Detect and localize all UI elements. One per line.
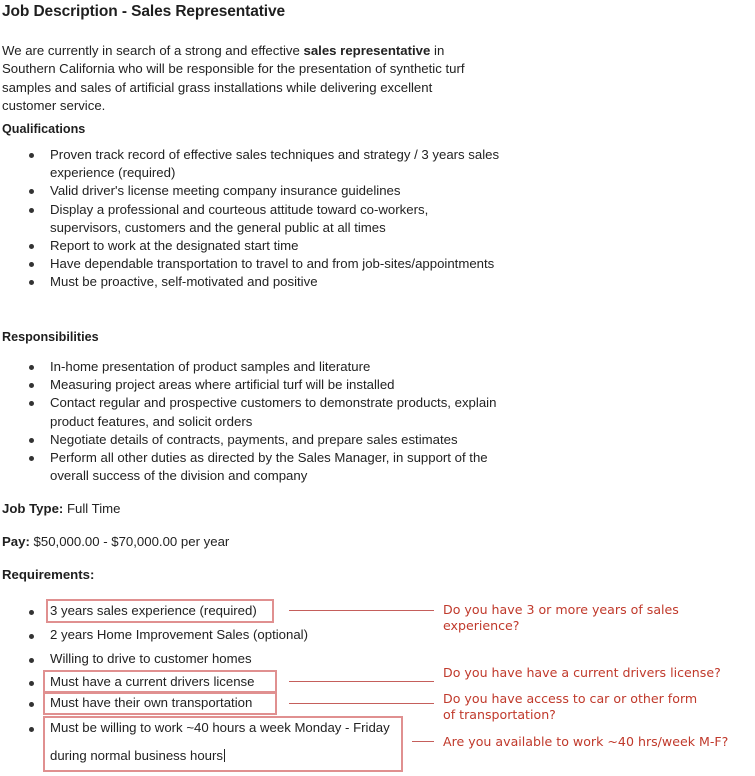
qualification-text: Valid driver's license meeting company insurance guidelines [50,183,401,199]
requirements-annotated-zone [0,596,755,776]
list-item [0,182,500,200]
intro-text-lead: We are currently in search of a strong and effective [2,43,304,58]
requirement-text[interactable]: Must be willing to work ~40 hours a week Monday - Friday [50,720,390,735]
list-item [0,146,500,182]
bullet-icon [29,658,34,663]
annotation-sales-experience: Do you have 3 or more years of sales experience? [443,602,679,633]
responsibility-text: Contact regular and prospective customers to demonstrate products, explain product features, and solicit orders [50,395,497,429]
requirement-text[interactable]: 2 years Home Improvement Sales (optional) [50,627,308,642]
intro-paragraph [2,42,480,115]
text-cursor [224,749,225,762]
responsibility-text: Measuring project areas where artificial turf will be installed [50,377,395,393]
responsibility-text: In-home presentation of product samples and literature [50,359,371,374]
list-item [0,394,520,430]
list-item [0,255,500,273]
annotation-transportation: Do you have access to car or other form of transportation? [443,691,698,722]
list-item [0,376,520,394]
responsibility-text: Perform all other duties as directed by the Sales Manager, in support of the overall success of the division and company [50,450,488,484]
qualification-text: Must be proactive, self-motivated and positive [50,274,318,290]
list-item [0,358,520,376]
list-item [0,431,520,449]
bullet-icon [29,681,34,686]
requirement-text[interactable]: Willing to drive to customer homes [50,651,252,666]
requirement-text[interactable]: Must have their own transportation [50,695,253,710]
pay-label: Pay: [2,534,30,549]
pay-value: $50,000.00 - $70,000.00 per year [33,534,230,549]
bullet-icon [29,634,34,639]
leader-line-work-hours [412,741,434,742]
qualification-text: Have dependable transportation to travel to and from job-sites/appointments [50,256,495,272]
qualifications-list [0,146,500,292]
requirements-heading [0,566,94,583]
job-type-line [0,500,120,517]
pay-line [0,533,229,550]
requirements-label: Requirements: [2,567,95,582]
bullet-icon [29,610,34,615]
leader-line-sales-experience [289,610,434,611]
bullet-icon [29,702,34,707]
intro-bold-phrase: sales representative [303,43,431,58]
bullet-icon [29,727,34,732]
annotation-work-hours: Are you available to work ~40 hrs/week M-F? [443,734,729,749]
responsibilities-heading: Responsibilities [2,330,99,344]
list-item [0,237,500,255]
intro-text-tail: in Southern California who will be responsible for the presentation of synthetic turf samples and sales of artificial grass installations while delivering excellent customer service. [2,43,465,113]
responsibility-text: Negotiate details of contracts, payments, and prepare sales estimates [50,431,458,447]
requirement-text[interactable]: Must have a current drivers license [50,674,255,689]
qualification-text: Display a professional and courteous attitude toward co-workers, supervisors, customers and the general public at all times [50,201,429,235]
requirement-continuation-label: during normal business hours [50,748,223,763]
responsibilities-list [0,358,520,485]
annotation-drivers-license: Do you have have a current drivers license? [443,665,721,680]
leader-line-transportation [289,703,434,704]
job-type-label: Job Type: [2,501,64,516]
qualification-text: Report to work at the designated start time [50,238,299,254]
requirement-text[interactable]: 3 years sales experience (required) [50,603,257,618]
list-item [0,449,520,485]
requirement-text-continuation[interactable] [50,747,225,765]
list-item [0,201,500,237]
leader-line-drivers-license [289,681,434,682]
qualification-text: Proven track record of effective sales techniques and strategy / 3 years sales experience (required) [50,147,500,181]
page-title: Job Description - Sales Representative [2,3,286,20]
list-item [0,273,500,291]
qualifications-heading: Qualifications [2,122,86,136]
job-type-value: Full Time [66,501,121,516]
